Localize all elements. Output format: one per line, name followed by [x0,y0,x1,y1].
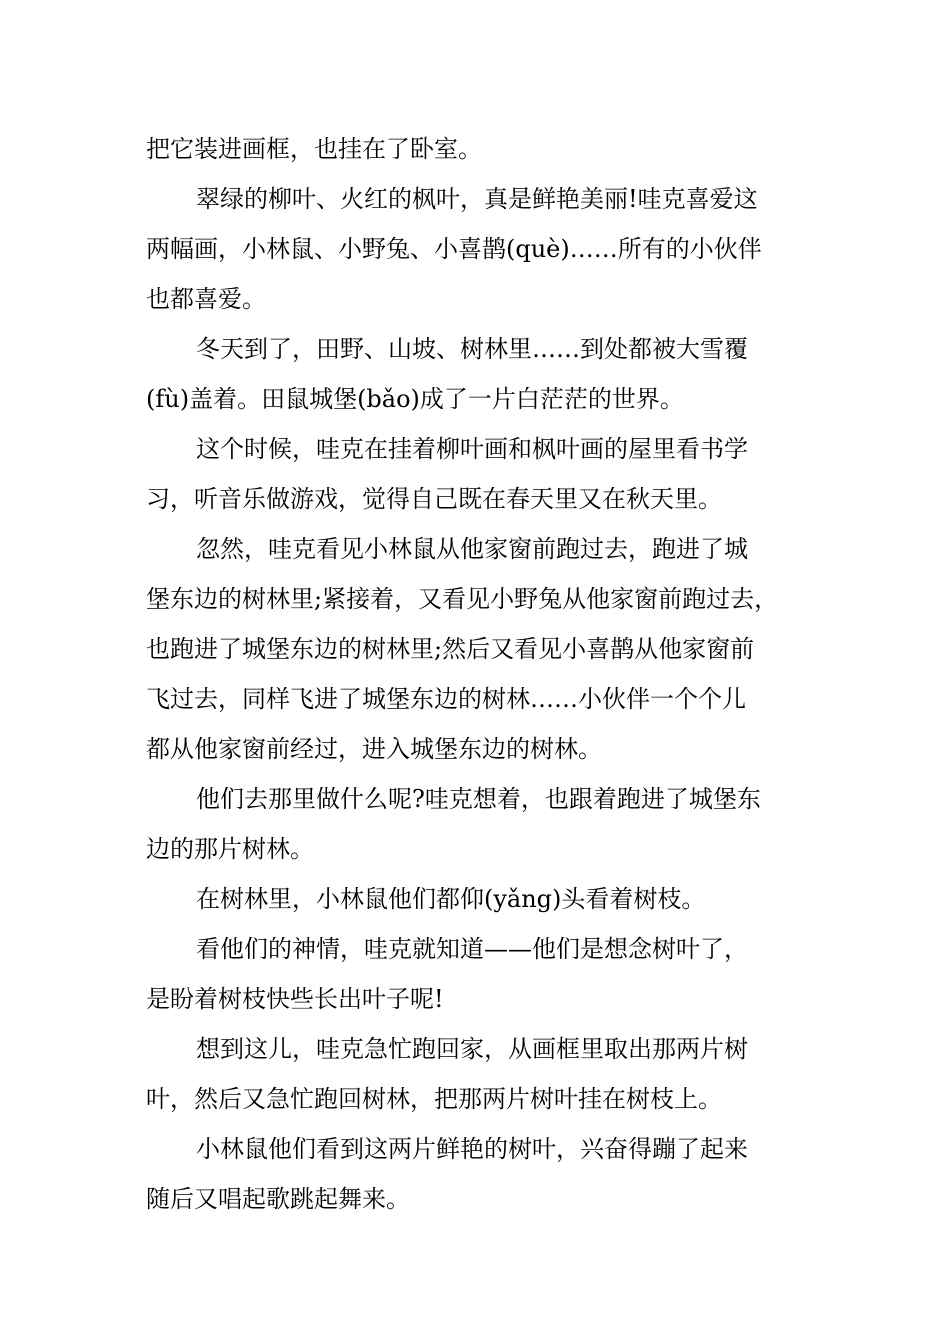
text-line: 也跑进了城堡东边的树林里;然后又看见小喜鹊从他家窗前 [146,635,755,663]
text-line: 两幅画，小林鼠、小野兔、小喜鹊(què)……所有的小伙伴 [146,235,762,263]
text-line: 看他们的神情，哇克就知道——他们是想念树叶了， [196,935,748,963]
text-line: 把它装进画框，也挂在了卧室。 [146,135,482,163]
text-line: 想到这儿，哇克急忙跑回家，从画框里取出那两片树 [196,1035,748,1063]
text-line: 他们去那里做什么呢?哇克想着，也跟着跑进了城堡东 [196,785,761,813]
text-line: 叶，然后又急忙跑回树林，把那两片树叶挂在树枝上。 [146,1085,722,1113]
text-line: 翠绿的柳叶、火红的枫叶，真是鲜艳美丽!哇克喜爱这 [196,185,758,213]
story-text [146,124,826,1224]
text-line: 也都喜爱。 [146,285,266,313]
text-line: 这个时候，哇克在挂着柳叶画和枫叶画的屋里看书学 [196,435,748,463]
text-line: (fù)盖着。田鼠城堡(bǎo)成了一片白茫茫的世界。 [146,385,684,413]
text-line: 边的那片树林。 [146,835,314,863]
text-line: 是盼着树枝快些长出叶子呢! [146,985,444,1013]
text-line: 忽然，哇克看见小林鼠从他家窗前跑过去，跑进了城 [196,535,748,563]
text-line: 随后又唱起歌跳起舞来。 [146,1185,410,1213]
text-line: 冬天到了，田野、山坡、树林里……到处都被大雪覆 [196,335,748,363]
text-line: 飞过去，同样飞进了城堡东边的树林……小伙伴一个个儿 [146,685,746,713]
text-line: 都从他家窗前经过，进入城堡东边的树林。 [146,735,602,763]
text-line: 习，听音乐做游戏，觉得自己既在春天里又在秋天里。 [146,485,722,513]
text-line: 小林鼠他们看到这两片鲜艳的树叶，兴奋得蹦了起来 [196,1135,748,1163]
text-line: 在树林里，小林鼠他们都仰(yǎng)头看着树枝。 [196,885,706,913]
text-line: 堡东边的树林里;紧接着，又看见小野兔从他家窗前跑过去， [146,585,779,613]
